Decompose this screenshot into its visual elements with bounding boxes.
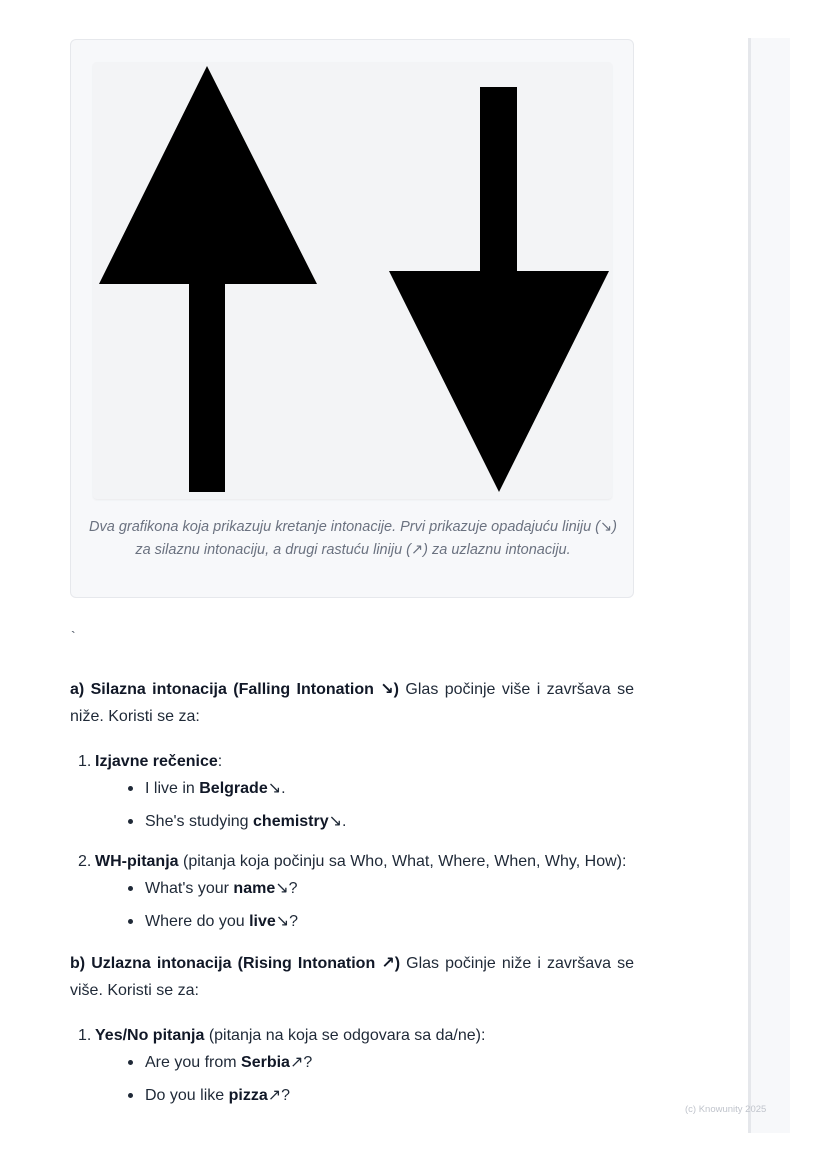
example-keyword: pizza	[228, 1087, 268, 1104]
list-item-rest: :	[217, 753, 223, 770]
arrows-graphic	[93, 62, 612, 499]
list-item-rest: (pitanja na koja se odgovara sa da/ne):	[204, 1027, 486, 1044]
list-item	[70, 748, 634, 835]
section-a-list	[70, 748, 634, 935]
stray-backtick: `	[71, 628, 76, 644]
example-keyword: Belgrade	[199, 780, 268, 797]
list-item-title: WH-pitanja	[95, 853, 179, 870]
arrow-up-icon	[99, 66, 317, 492]
list-item-rest: (pitanja koja počinju sa Who, What, Where, When, Why, How):	[178, 853, 627, 870]
copyright-notice: (c) Knowunity 2025	[685, 1104, 767, 1115]
example-keyword: Serbia	[241, 1054, 290, 1071]
example-list	[95, 875, 634, 935]
list-item-title: Yes/No pitanja	[95, 1027, 205, 1044]
list-item-title: Izjavne rečenice	[95, 753, 218, 770]
list-item	[70, 1022, 634, 1109]
example-mark: ↗?	[267, 1087, 291, 1104]
list-item	[70, 848, 634, 935]
example-keyword: chemistry	[253, 813, 329, 830]
example-text: What's your	[145, 880, 234, 897]
example-item	[95, 1049, 634, 1076]
arrow-down-icon	[389, 87, 609, 492]
section-a-text: Glas počinje više i završava se niže. Koristi se za:	[70, 681, 634, 725]
example-list	[95, 775, 634, 835]
example-text: Where do you	[145, 913, 250, 930]
section-b-paragraph	[70, 950, 634, 1004]
example-list	[95, 1049, 634, 1109]
example-keyword: name	[233, 880, 276, 897]
section-b-text: Glas počinje niže i završava se više. Koristi se za:	[70, 955, 634, 999]
example-item	[95, 908, 634, 935]
example-text: Do you like	[145, 1087, 229, 1104]
example-mark: ↘?	[275, 880, 298, 897]
example-mark: ↘?	[275, 913, 299, 930]
right-sidebar-strip	[748, 38, 790, 1133]
section-a-heading: a) Silazna intonacija (Falling Intonation ↘)	[70, 681, 400, 698]
figure-caption: Dva grafikona koja prikazuju kretanje intonacije. Prvi prikazuje opadajuću liniju (↘) za silaznu intonaciju, a drugi rastuću liniju (↗) za uzlaznu intonaciju.	[89, 519, 617, 558]
list-number: 1.	[78, 753, 92, 770]
section-b-list	[70, 1022, 634, 1109]
example-mark: ↘.	[328, 813, 347, 830]
list-number: 2.	[78, 853, 92, 870]
section-a-paragraph	[70, 676, 634, 730]
example-text: Are you from	[145, 1054, 242, 1071]
example-text: I live in	[145, 780, 200, 797]
intonation-image	[93, 62, 612, 499]
example-mark: ↘.	[267, 780, 286, 797]
example-item	[95, 1082, 634, 1109]
example-item	[95, 875, 634, 902]
figure-card	[70, 39, 634, 598]
example-text: She's studying	[145, 813, 254, 830]
example-item	[95, 808, 634, 835]
example-keyword: live	[249, 913, 276, 930]
section-b-heading: b) Uzlazna intonacija (Rising Intonation ↗)	[70, 955, 401, 972]
document-content	[70, 676, 634, 1109]
example-item	[95, 775, 634, 802]
example-mark: ↗?	[289, 1054, 313, 1071]
list-number: 1.	[78, 1027, 92, 1044]
